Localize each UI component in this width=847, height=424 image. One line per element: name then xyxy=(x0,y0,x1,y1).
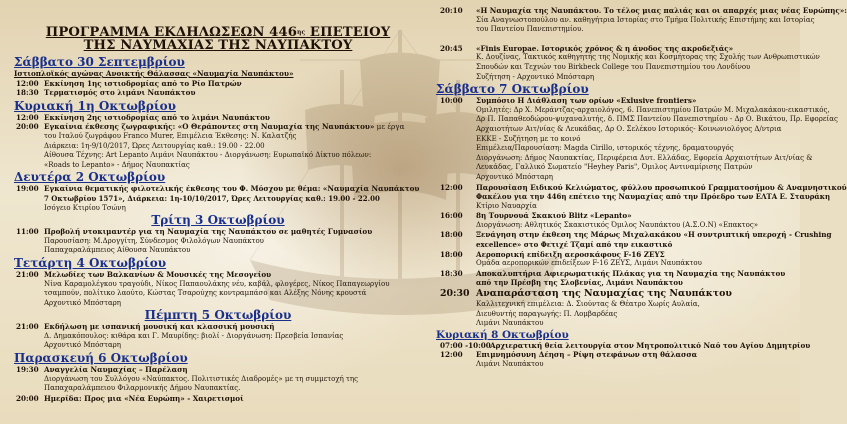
event-detail: Διευθυντής παραγωγής: Π. Λομβαρδέας xyxy=(476,309,618,318)
event-detail: Διοργάνωση: Αθλητικός Σκακιστικός Όμιλος Ναυπάκτου (Α.Σ.Ο.Ν) «Επακτος» xyxy=(476,220,759,229)
day-heading-wed-4: Τετάρτη 4 Οκτωβρίου xyxy=(14,255,167,270)
schedule-item: 20:00 Ημερίδα: Προς μια «Νέα Ευρώπη» - Χαιρετισμοί xyxy=(16,393,244,403)
day-heading-fri-6: Παρασκευή 6 Οκτωβρίου xyxy=(14,351,188,366)
schedule-item: 10:00 Συμπόσιο Η Διάθλαση των ορίων «Exlusive frontiers» xyxy=(440,96,697,106)
schedule-item: 07:00 -10:00 Αρχιερατική θεία λειτουργία στον Μητροπολιτικό Ναό του Αγίου Δημητρίου xyxy=(440,340,811,350)
event-detail: Παρουσίαση: Μ.Δρογγίτη, Σύνδεσμος Φιλολόγων Ναυπάκτου xyxy=(44,236,264,245)
event-detail: 7 Οκτωβρίου 1571», Διάρκεια: 1η-10/10/2017, Ώρες Λειτουργίας καθ.: 19.00 - 22.00 xyxy=(44,193,380,203)
event-detail: Φακέλου για την 446η επέτειο της Ναυμαχίας από την Πρόεδρο των ΕΛΤΑ Ε. Σταυράκη xyxy=(476,192,831,202)
event-detail: του Ιταλού ζωγράφου Franco Murer, Επιμέλεια Έκθεσης: Ν. Καλατζής xyxy=(44,131,297,140)
event-detail: Αίθουσα Τέχνης: Art Lepanto Λιμάνι Ναυπάκτου - Διοργάνωση: Ευρωπαϊκό Δίκτυο πόλεων: xyxy=(44,151,372,160)
event-detail: Διοργάνωση του Συλλόγου «Ναύπακτος. Πολιτιστικές Διαδρομές» με τη συμμετοχή της xyxy=(44,374,359,383)
event-detail: Κτίριο Ναυαρχία xyxy=(476,201,537,210)
event-detail: Σία Αναγνωστοπούλου αν. καθηγήτρια Ιστορίας στο Τμήμα Πολιτικής Επιστήμης και Ιστορίας xyxy=(476,15,815,24)
event-detail: του Παντείου Πανεπιστημίου. xyxy=(476,25,584,34)
schedule-item: 18:00 Ξενάγηση στην έκθεση της Μάρως Μιχαλακάκου «Η συντριπτική υπεροχή - Crushing xyxy=(440,230,832,240)
event-detail: Νίνα Καραμολέγκου τραγούδι, Νίκος Παπαουλάκης νέυ, καβάλ, φλογέρες, Νίκος Παπαγεωργίου xyxy=(44,279,390,288)
schedule-item: 20:45 «Finis Europae. Ιστορικός χρόνος & η άνοδος της ακροδεξιάς» xyxy=(440,43,734,53)
event-detail: «Roads to Lepanto» - Δήμος Ναυπακτίας xyxy=(44,160,190,169)
program-title-line-2: ΤΗΣ ΝΑΥΜΑΧΙΑΣ ΤΗΣ ΝΑΥΠΑΚΤΟΥ xyxy=(83,38,353,53)
event-detail: Παπαχαραλάμπειου Φιλαρμονικής Δήμου Ναυπακτίας. xyxy=(44,384,241,393)
event-detail: Κ. Δουζίνας, Τακτικός καθηγητής της Νομικής και Κοσμήτορας της Σχολής των Ανθρωπιστικών xyxy=(476,53,820,62)
schedule-item: 19:30 Αναγγελία Ναυμαχίας – Παρέλαση xyxy=(16,365,188,375)
event-detail: Αρχοντικό Μπόσταρη xyxy=(44,341,121,350)
event-detail: από την Πρέσβη της Σλοβενίας, Λιμάνι Ναυπάκτου xyxy=(476,278,683,288)
schedule-item: 19:00 Εγκαίνια θεματικής φιλοτελικής έκθεσης του Φ. Μόσχου με θέμα: «Ναυμαχία Ναυπάκτου xyxy=(16,184,420,194)
schedule-item: 20:00 Εγκαίνια έκθεσης ζωγραφικής: «Ο Θεράποντες στη Ναυμαχία της Ναυπάκτου» με έργα xyxy=(16,122,405,132)
event-detail: excellence» στο Φετιχέ Τζαμί από την εικαστικό xyxy=(476,240,673,250)
sailing-race-title: Ιστιοπλοϊκός αγώνας Ανοικτής Θάλασσας «Ναυμαχία Ναυπάκτου» xyxy=(14,69,294,78)
schedule-item: 12:00 Παρουσίαση Ειδικού Κελιώματος, φύλλου προσωπικού Γραμματοσήμου & Αναμνηστικού xyxy=(440,182,847,192)
event-detail: τσαμπούν, πολίτικο λαούτο, Κώστας Τσαρούχης κοντραμπάσο και Αλέξης Νόνης κρουστά xyxy=(44,289,367,298)
event-detail: Δρ Π. Παπαθεοδώρου-ψυχαναλυτής, δ. ΠΜΣ Παντείου Πανεπιστημίου - Δρ Ο. Βικάτου, Πρ. Εφορείας xyxy=(476,115,838,124)
event-detail: Αρχοντικό Μπόσταρη xyxy=(44,298,121,307)
schedule-item: 18:30 Αποκαλυπτήρια Αφιερωματικής Πλάκας για τη Ναυμαχία της Ναυπάκτου xyxy=(440,268,786,278)
event-detail: Διάρκεια: 1η-9/10/2017, Ώρες Λειτουργίας καθ.: 19.00 - 22.00 xyxy=(44,141,265,150)
schedule-item: 11:00 Προβολή ντοκιμαντέρ για τη Ναυμαχία της Ναυπάκτου σε μαθητές Γυμνασίου xyxy=(16,227,373,237)
day-heading-sat-30: Σάββατο 30 Σεπτεμβρίου xyxy=(14,55,185,69)
day-heading-thu-5: Πέμπτη 5 Οκτωβρίου xyxy=(144,308,292,323)
left-column xyxy=(4,0,432,403)
event-detail: Συζήτηση - Αρχοντικό Μπόσταρη xyxy=(476,72,595,81)
event-detail: Ομιλητές: Δρ Χ. Μεράντζας-αρχαιολόγος, 6. Πανεπιστημίου Πατρών Μ. Μιχαλακάκου-εικαστικός, xyxy=(476,105,830,114)
day-heading-sun-1: Κυριακή 1η Οκτωβρίου xyxy=(14,98,176,113)
schedule-item: 18:00 Αεροπορική επίδειξη αεροσκάφους F-16 ΖΕΥΣ xyxy=(440,249,665,259)
schedule-item: 12:00 Επιμνημόσυνη Δέηση – Ρίψη στεφάνων στη θάλασσα xyxy=(440,350,698,360)
event-detail: Σπουδών και Τεχνών του Birkbeck College του Πανεπιστημίου του Λονδίνου xyxy=(476,62,751,71)
schedule-item-highlight: 20:30 Αναπαράσταση της Ναυμαχίας της Ναυπάκτου xyxy=(440,288,732,300)
event-detail: Παπαχαραλάμπειος Αίθουσα Ναυπάκτου xyxy=(44,246,191,255)
day-heading-sat-7: Σάββατο 7 Οκτωβρίου xyxy=(436,82,589,97)
schedule-item: 20:10 «Η Ναυμαχία της Ναυπάκτου. Το τέλος μιας παλιάς και οι απαρχές μιας νέας Ευρώπης»: xyxy=(440,6,847,15)
event-detail: Ομάδα αεροπορικών επιδείξεων F-16 ΖΕΥΣ, Λιμάνι Ναυπάκτου xyxy=(476,259,702,268)
event-detail: Καλλιτεχνική επιμέλεια: Δ. Σιούντας & Θέατρο Χωρίς Αυλαία, xyxy=(476,300,700,309)
event-detail: Ισόγειο Κτιρίου Τσώνη xyxy=(44,203,126,212)
event-detail: Λιμάνι Ναυπάκτου xyxy=(476,319,544,328)
schedule-item: 16:00 8η Τουρνουά Σκακιού Blitz «Lepanto» xyxy=(440,211,632,221)
right-column xyxy=(436,0,847,370)
event-detail: Διοργάνωση: Δήμος Ναυπακτίας, Περιφέρεια Δυτ. Ελλάδας, Εφορεία Αρχαιοτήτων Αιτ/νίας & xyxy=(476,153,813,162)
schedule-item: 18:30 Τερματισμός στο λιμάνι Ναυπάκτου xyxy=(16,88,196,98)
day-heading-mon-2: Δευτέρα 2 Οκτωβρίου xyxy=(14,170,166,185)
event-detail: ΕΚΚΕ - Συζήτηση με το κοινό xyxy=(476,134,581,143)
schedule-item: 12:00 Εκκίνηση 2ης ιστιοδρομίας από το λιμάνι Ναυπάκτου xyxy=(16,112,270,122)
event-detail: Αρχαιοτήτων Αιτ/νίας & Λευκάδας, Δρ Ο. Σελέκου Ιστορικός- Κοινωνιολόγος Δ/ντρια xyxy=(476,124,782,133)
event-detail: Αρχοντικό Μπόσταρη xyxy=(476,172,553,181)
schedule-item: 21:00 Μελωδίες των Βαλκανίων & Μουσικές της Μεσογείου xyxy=(16,269,272,279)
schedule-item: 12:00 Εκκίνηση 1ης ιστιοδρομίας από το Ρίο Πατρών xyxy=(16,78,242,88)
program-title-line-1: ΠΡΟΓΡΑΜΜΑ ΕΚΔΗΛΩΣΕΩΝ $446^{\eta\varsigma}$ ΕΠΕΤΕΙΟΥ xyxy=(45,25,391,40)
event-detail: Λιμάνι Ναυπάκτου xyxy=(476,360,544,368)
day-heading-tue-3: Τρίτη 3 Οκτωβρίου xyxy=(151,213,285,228)
schedule-item: 21:00 Εκδήλωση με ισπανική μουσική και κλασσική μουσική xyxy=(16,322,275,332)
event-detail: Λευκάδας, Γαλλικό Σωματείο "Heyhey Paris", Όμιλος Αντιναμίρισης Πατρών xyxy=(476,163,753,172)
event-detail: Δ. Δημακόπουλος: κιθάρα και Γ. Μαυρίδης: βιολί - Διοργάνωση: Πρεσβεία Ισπανίας xyxy=(44,331,344,340)
event-detail: Επιμέλεια/Παρουσίαση: Magda Cirillo, ιστορικός τέχνης, δραματουργός xyxy=(476,144,734,153)
day-heading-sun-8: Κυριακή 8 Οκτωβρίου xyxy=(436,328,569,341)
